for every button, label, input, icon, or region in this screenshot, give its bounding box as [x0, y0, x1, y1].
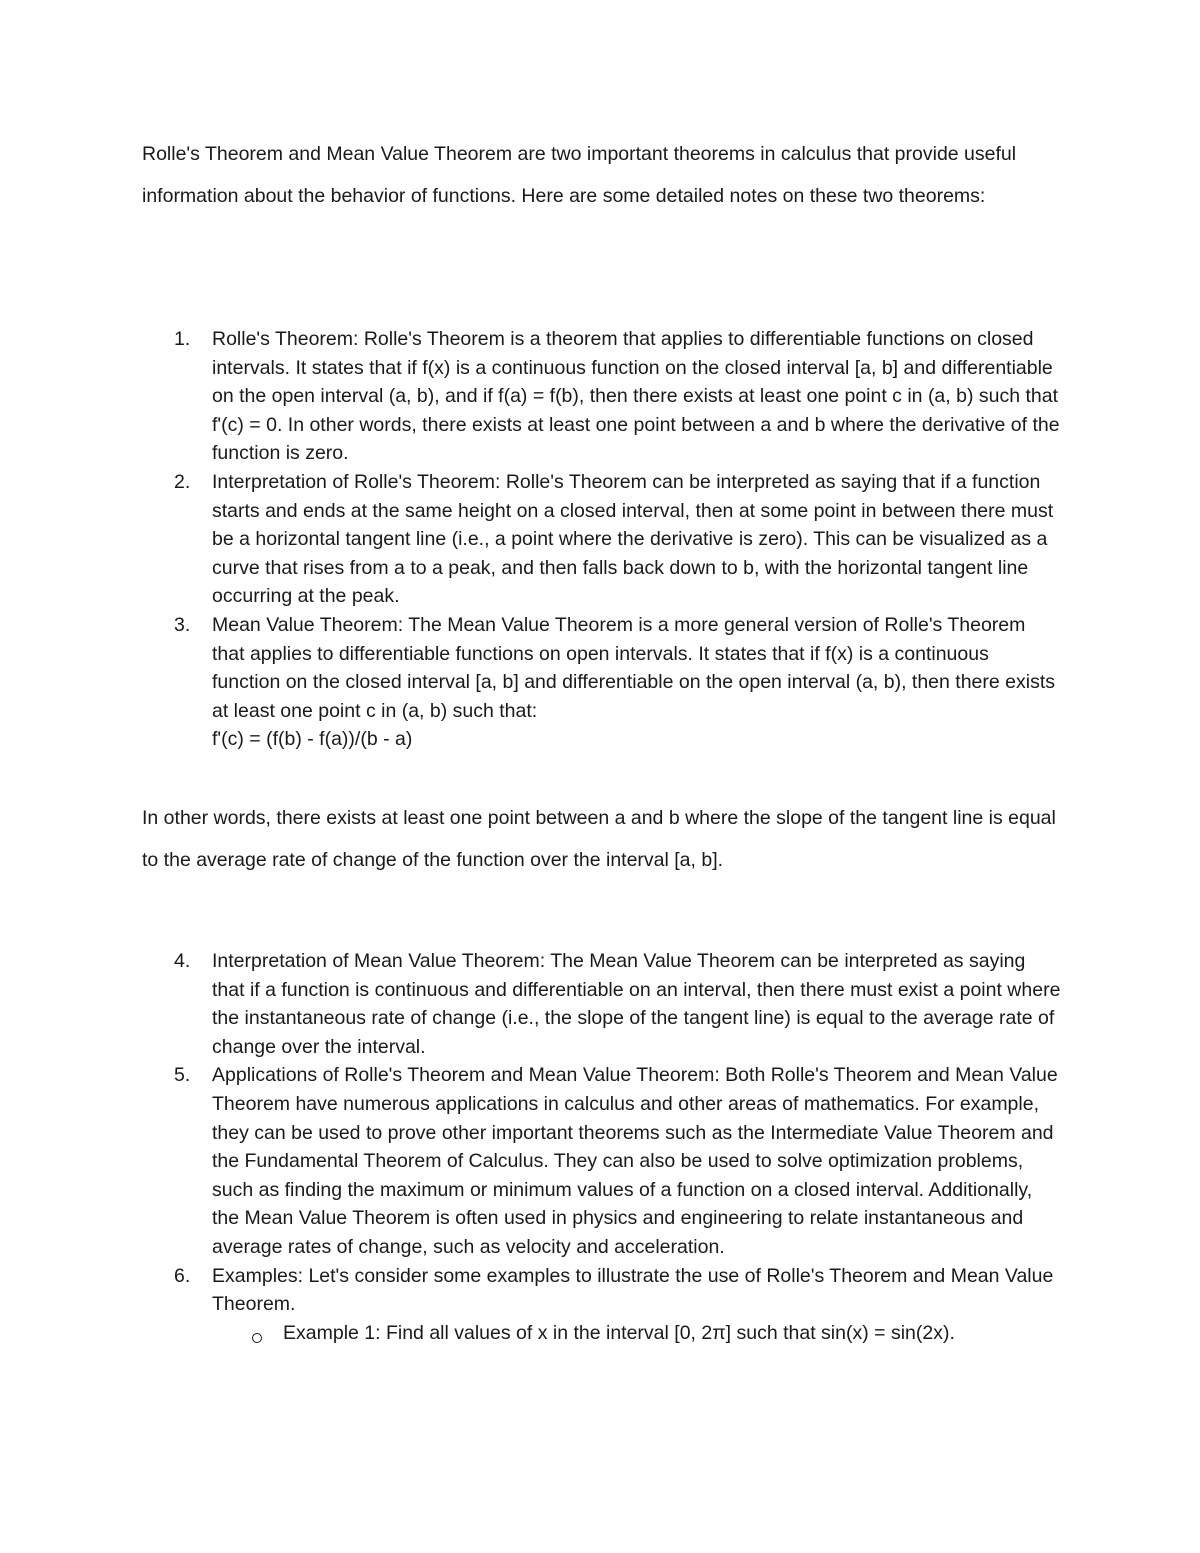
numbered-list-second — [0, 947, 1100, 1347]
list-number: 3. — [174, 613, 191, 636]
sub-list-item — [212, 1319, 1043, 1348]
sub-bullet-list — [212, 1319, 1062, 1348]
list-item-text: Interpretation of Mean Value Theorem: The Mean Value Theorem can be interpreted as saying that if a function is continuous and differentiable on an interval, then there must exist a point where the instantaneous rate of change (i.e., the slope of the tangent line) is equal to the average rate of change over the interval. — [212, 950, 1061, 1058]
mvt-formula: f'(c) = (f(b) - f(a))/(b - a) — [212, 728, 413, 751]
list-number: 6. — [174, 1264, 191, 1287]
list-item-6 — [0, 1262, 1062, 1348]
middle-paragraph: In other words, there exists at least one point between a and b where the slope of the tangent line is equal to the average rate of change of the function over the interval [a, b]. — [142, 807, 1056, 871]
list-item-4 — [0, 947, 1062, 1061]
sub-list-item-text: Example 1: Find all values of x in the interval [0, 2π] such that sin(x) = sin(2x). — [283, 1321, 955, 1344]
list-item-5 — [0, 1061, 1062, 1261]
list-item-2 — [0, 468, 1062, 611]
list-item-text: Rolle's Theorem: Rolle's Theorem is a theorem that applies to differentiable functions on closed intervals. It states that if f(x) is a continuous function on the closed interval [a, b] and differentiable on the open interval (a, b), and if f(a) = f(b), then there exists at least one point c in (a, b) such that f'(c) = 0. In other words, there exists at least one point between a and b where the derivative of the function is zero. — [212, 328, 1060, 465]
list-item-text: Examples: Let's consider some examples to illustrate the use of Rolle's Theorem and Mean Value Theorem. — [212, 1264, 1054, 1316]
list-number: 5. — [174, 1064, 191, 1087]
numbered-list-first — [0, 325, 1100, 754]
list-item-text: Mean Value Theorem: The Mean Value Theorem is a more general version of Rolle's Theorem that applies to differentiable functions on open intervals. It states that if f(x) is a continuous function on the closed interval [a, b] and differentiable on the open interval (a, b), then there exists at least one point c in (a, b) such that: — [212, 613, 1056, 722]
list-item-1 — [0, 325, 1062, 468]
list-item-text: Applications of Rolle's Theorem and Mean Value Theorem: Both Rolle's Theorem and Mean Value Theorem have numerous applications in calculus and other areas of mathematics. For example, they can be used to prove other important theorems such as the Intermediate Value Theorem and the Fundamental Theorem of Calculus. They can also be used to solve optimization problems, such as finding the maximum or minimum values of a function on a closed interval. Additionally, the Mean Value Theorem is often used in physics and engineering to relate instantaneous and average rates of change, such as velocity and acceleration. — [212, 1064, 1058, 1258]
list-number: 2. — [174, 470, 191, 493]
hollow-circle-bullet-icon — [252, 1333, 262, 1343]
list-item-text: Interpretation of Rolle's Theorem: Rolle's Theorem can be interpreted as saying that if a function starts and ends at the same height on a closed interval, then at some point in between there must be a horizontal tangent line (i.e., a point where the derivative is zero). This can be visualized as a curve that rises from a to a peak, and then falls back down to b, with the horizontal tangent line occurring at the peak. — [212, 470, 1054, 608]
intro-paragraph: Rolle's Theorem and Mean Value Theorem are two important theorems in calculus that provide useful information about the behavior of functions. Here are some detailed notes on these two theorems: — [142, 143, 1017, 207]
list-number: 1. — [174, 328, 191, 350]
list-item-3 — [0, 611, 1062, 754]
list-number: 4. — [174, 950, 191, 972]
